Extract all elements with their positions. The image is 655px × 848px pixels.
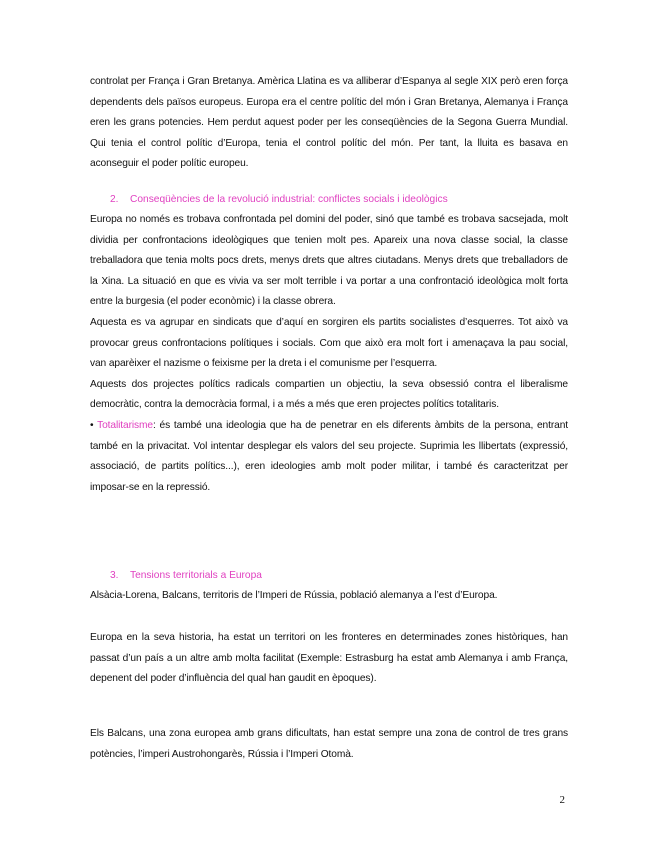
section-2-body: [90, 210, 568, 498]
section-2-heading: [110, 190, 570, 210]
bullet-term: Totalitarisme: [97, 419, 153, 431]
bullet-marker: •: [90, 419, 94, 431]
section-2-paragraph-3: Aquests dos projectes polítics radicals compartien un objectiu, la seva obsessió contra el liberalisme democràtic, contra la democràcia formal, i a més a més que eren projectes polítics totalitaris.: [90, 378, 568, 411]
section-2-title: Conseqüències de la revolució industrial: conflictes socials i ideològics: [130, 194, 448, 205]
section-3-text-2: Europa en la seva historia, ha estat un territori on les fronteres en determinades zones històriques, han passat d’un país a un altre amb molta facilitat (Exemple: Estrasburg ha estat amb Alemanya i amb França, depenent del poder d’influència del qual han gaudit en èpoques).: [90, 632, 568, 685]
intro-paragraph: [90, 72, 568, 175]
section-2-paragraph-1: Europa no només es trobava confrontada pel domini del poder, sinó que també es trobava sacsejada, molt dividia per confrontacions ideològiques que tenien molt pes. Apareix una nova classe social, la classe treballadora que tenia molts pocs drets, menys drets que altres ciutadans. Menys drets que treballadors de la Xina. La situació en que es vivia va ser molt terrible i va portar a una confrontació ideològica molt forta entre la burgesia (el poder econòmic) i la classe obrera.: [90, 214, 568, 308]
section-3-paragraph-3: [90, 724, 568, 765]
section-3-text-1: Alsàcia-Lorena, Balcans, territoris de l’Imperi de Rússia, població alemanya a l’est d’Europa.: [90, 590, 498, 601]
section-2-paragraph-2: Aquesta es va agrupar en sindicats que d’aquí en sorgiren els partits socialistes d’esquerres. Tot això va provocar greus confrontacions polítiques i socials. Com que això era molt fort i amenaçava la pau social, van aparèixer el nazisme o feixisme per la dreta i el comunisme per l’esquerra.: [90, 316, 568, 370]
section-2-number: 2.: [110, 194, 119, 205]
totalitarisme-bullet: [90, 416, 568, 498]
bullet-text: : és també una ideologia que ha de penetrar en els diferents àmbits de la persona, entrant també en la privacitat. Vol intentar desplegar els valors del seu projecte. Suprimia les llibertats (expressió, associació, de partits polítics...), eren ideologies amb molt poder militar, i també és caracteritzat per imposar-se en la repressió.: [90, 419, 569, 493]
section-3-paragraph-2: [90, 628, 568, 690]
intro-text: controlat per França i Gran Bretanya. Amèrica Llatina es va alliberar d’Espanya al segle XIX però eren força dependents dels països europeus. Europa era el centre polític del món i Gran Bretanya, Alemanya i França eren les grans potencies. Hem perdut aquest poder per les conseqüències de la Segona Guerra Mundial. Qui tenia el control polític d’Europa, tenia el control polític del món. Per tant, la lluita es basava en aconseguir el poder polític europeu.: [90, 76, 568, 170]
section-3-number: 3.: [110, 570, 119, 581]
section-3-text-3: Els Balcans, una zona europea amb grans dificultats, han estat sempre una zona de control de tres grans potències, l’imperi Austrohongarès, Rússia i l’Imperi Otomà.: [90, 728, 568, 760]
page-number: 2: [559, 794, 565, 806]
section-3-paragraph-1: [90, 586, 568, 607]
section-3-heading: [110, 566, 570, 586]
section-3-title: Tensions territorials a Europa: [130, 570, 262, 581]
